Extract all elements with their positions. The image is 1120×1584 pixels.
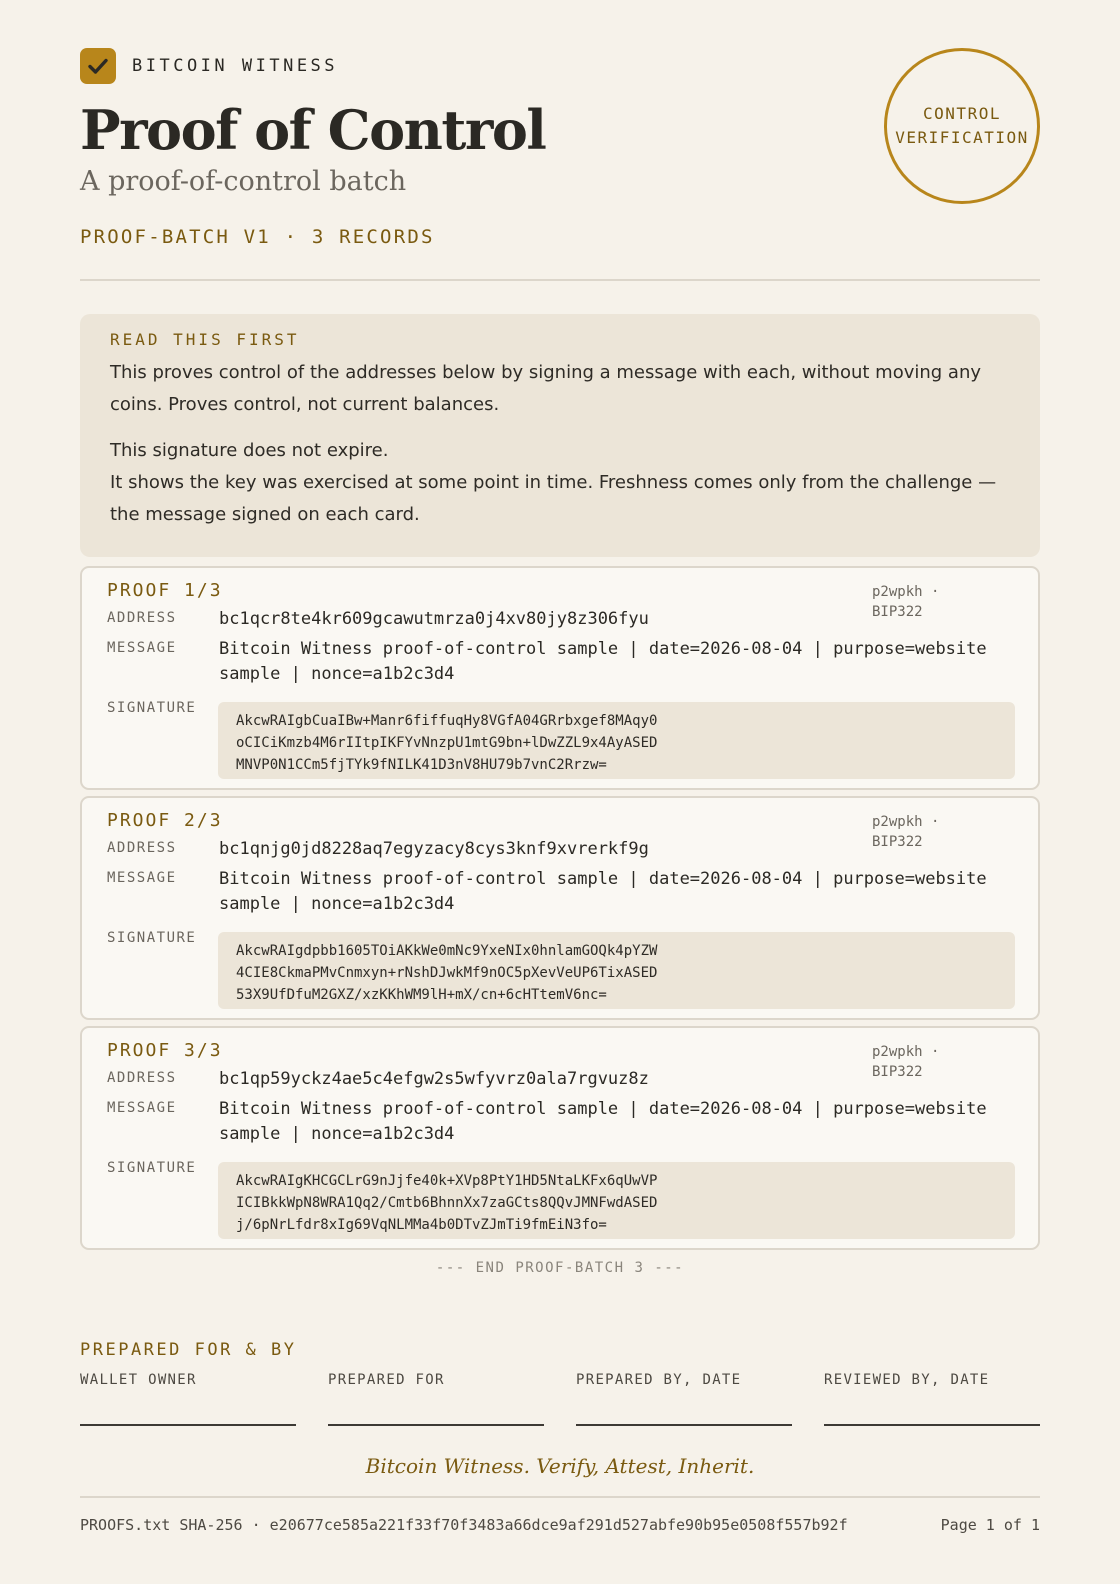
signature-label: SIGNATURE (107, 1160, 197, 1176)
signature-field-wallet-owner (80, 1372, 296, 1426)
signature-label: SIGNATURE (107, 700, 197, 716)
seal-line-1: CONTROL (923, 104, 1001, 123)
page-title: Proof of Control (80, 98, 546, 162)
message-value: Bitcoin Witness proof-of-control sample | date=2026-08-04 | purpose=website sample | nonce=a1b2c3d4 (219, 639, 987, 684)
end-marker: --- END PROOF-BATCH 3 --- (435, 1260, 685, 1276)
proof-card (80, 566, 1040, 790)
notice-heading: READ THIS FIRST (110, 330, 300, 349)
signature-value: AkcwRAIgKHCGCLrG9nJjfe40k+XVp8PtY1HD5NtaLKFx6qUwVP ICIBkkWpN8WRA1Qq2/Cmtb6BhnnXx7zaGCts8QQvJMNFwdASED j/6pNrLfdr8xIg69VqNLMMa4b0DTvZJmTi9fmEiN3fo= (218, 1162, 1015, 1239)
address-value: bc1qp59yckz4ae5c4efgw2s5wfyvrz0ala7rgvuz8z (219, 1069, 649, 1089)
proof-heading: PROOF 2/3 (107, 810, 223, 831)
proof-card (80, 1026, 1040, 1250)
field-label: PREPARED FOR (328, 1372, 445, 1388)
signature-label: SIGNATURE (107, 930, 197, 946)
batch-line: PROOF-BATCH V1 · 3 RECORDS (80, 226, 435, 248)
field-label: PREPARED BY, DATE (576, 1372, 742, 1388)
divider (80, 1496, 1040, 1498)
address-label: ADDRESS (107, 1070, 177, 1086)
address-label: ADDRESS (107, 610, 177, 626)
proof-card (80, 796, 1040, 1020)
signature-field-prepared-for (328, 1372, 544, 1426)
signature-field-prepared-by (576, 1372, 792, 1426)
signature-line (824, 1424, 1040, 1426)
address-label: ADDRESS (107, 840, 177, 856)
seal-line-2: VERIFICATION (895, 128, 1029, 147)
message-value: Bitcoin Witness proof-of-control sample | date=2026-08-04 | purpose=website sample | nonce=a1b2c3d4 (219, 869, 987, 914)
message-value: Bitcoin Witness proof-of-control sample | date=2026-08-04 | purpose=website sample | nonce=a1b2c3d4 (219, 1099, 987, 1144)
notice-expiry-line: This signature does not expire. (110, 440, 389, 461)
signature-value: AkcwRAIgdpbb1605TOiAKkWe0mNc9YxeNIx0hnlamGOQk4pYZW 4CIE8CkmaPMvCnmxyn+rNshDJwkMf9nOC5pXevVeUP6TixASED 53X9UfDfuM2GXZ/xzKKhWM9lH+mX/cn+6cHTtemV6nc= (218, 932, 1015, 1009)
tagline: Bitcoin Witness. Verify, Attest, Inherit. (365, 1454, 755, 1478)
message-label: MESSAGE (107, 640, 177, 656)
field-label: REVIEWED BY, DATE (824, 1372, 990, 1388)
signature-field-reviewed-by (824, 1372, 1040, 1426)
notice-paragraph-1: This proves control of the addresses below by signing a message with each, without moving any coins. Proves control, not current balances. (110, 362, 982, 415)
notice-paragraph-2 (110, 435, 1010, 531)
proof-meta: p2wpkh · BIP322 (872, 1044, 940, 1080)
checkmark-icon (80, 48, 116, 84)
divider (80, 279, 1040, 281)
proof-meta: p2wpkh · BIP322 (872, 814, 940, 850)
page-subtitle: A proof-of-control batch (80, 166, 407, 197)
message-label: MESSAGE (107, 1100, 177, 1116)
brand-name: BITCOIN WITNESS (132, 56, 339, 76)
notice-freshness-line: It shows the key was exercised at some point in time. Freshness comes only from the challenge — the message signed on each card. (110, 472, 997, 525)
proof-heading: PROOF 3/3 (107, 1040, 223, 1061)
signature-line (80, 1424, 296, 1426)
field-label: WALLET OWNER (80, 1372, 197, 1388)
notice-panel (80, 314, 1040, 557)
brand (80, 48, 338, 84)
address-value: bc1qcr8te4kr609gcawutmrza0j4xv80jy8z306fyu (219, 609, 649, 629)
signature-line (328, 1424, 544, 1426)
message-label: MESSAGE (107, 870, 177, 886)
signature-line (576, 1424, 792, 1426)
proof-heading: PROOF 1/3 (107, 580, 223, 601)
verification-seal (884, 48, 1040, 204)
prepared-heading: PREPARED FOR & BY (80, 1340, 297, 1360)
file-hash: PROOFS.txt SHA-256 · e20677ce585a221f33f70f3483a66dce9af291d527abfe90b95e0508f557b92f (80, 1516, 848, 1534)
signature-value: AkcwRAIgbCuaIBw+Manr6fiffuqHy8VGfA04GRrbxgef8MAqy0 oCICiKmzb4M6rIItpIKFYvNnzpU1mtG9bn+lDwZZL9x4AyASED MNVP0N1CCm5fjTYk9fNILK41D3nV8HU79b7vnC2Rrzw= (218, 702, 1015, 779)
page-number: Page 1 of 1 (940, 1516, 1040, 1534)
address-value: bc1qnjg0jd8228aq7egyzacy8cys3knf9xvrerkf9g (219, 839, 649, 859)
proof-meta: p2wpkh · BIP322 (872, 584, 940, 620)
